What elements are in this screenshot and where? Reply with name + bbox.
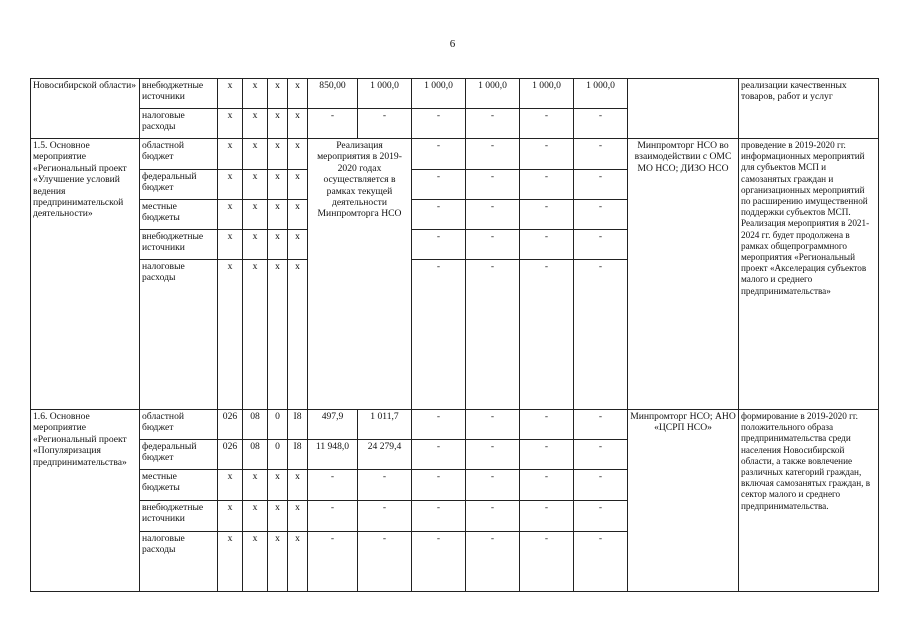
source-label: областной бюджет: [140, 139, 218, 170]
value-cell: -: [520, 230, 574, 260]
value-cell: -: [466, 139, 520, 170]
measure-name: Новосибирской области»: [31, 79, 140, 139]
code-cell: x: [268, 200, 288, 230]
value-cell: -: [466, 260, 520, 410]
code-cell: 0: [268, 410, 288, 440]
value-cell: -: [412, 230, 466, 260]
value-cell: -: [412, 170, 466, 200]
value-cell: 1 000,0: [520, 79, 574, 109]
value-cell: -: [520, 170, 574, 200]
code-cell: 026: [218, 410, 243, 440]
source-label: областной бюджет: [140, 410, 218, 440]
value-cell: -: [466, 532, 520, 592]
code-cell: x: [243, 260, 268, 410]
code-cell: x: [243, 139, 268, 170]
value-cell: 11 948,0: [308, 440, 358, 470]
value-cell: -: [412, 532, 466, 592]
source-label: федеральный бюджет: [140, 170, 218, 200]
code-cell: x: [268, 109, 288, 139]
code-cell: x: [218, 230, 243, 260]
code-cell: x: [218, 200, 243, 230]
value-cell: -: [574, 410, 628, 440]
code-cell: x: [243, 109, 268, 139]
source-label: внебюджетные источники: [140, 230, 218, 260]
value-cell: -: [520, 470, 574, 501]
result-cell: формирование в 2019-2020 гг. положительного образа предпринимательства среди населения Новосибирской области, а также вовлечение различных категорий граждан, включая самозанятых граждан, в сектор малого и среднего предпринимательства.: [739, 410, 879, 592]
value-cell: -: [520, 440, 574, 470]
value-cell: -: [574, 532, 628, 592]
code-cell: x: [243, 532, 268, 592]
value-cell: -: [412, 139, 466, 170]
code-cell: x: [218, 470, 243, 501]
value-cell: -: [412, 440, 466, 470]
code-cell: x: [218, 260, 243, 410]
note-cell: Реализация мероприятия в 2019-2020 годах осуществляется в рамках текущей деятельности Минпромторга НСО: [308, 139, 412, 410]
code-cell: x: [243, 470, 268, 501]
value-cell: -: [412, 260, 466, 410]
code-cell: x: [218, 532, 243, 592]
responsible-cell: [628, 79, 739, 139]
result-cell: проведение в 2019-2020 гг. информационных мероприятий для субъектов МСП и самозанятых граждан и организационных мероприятий по расширению имущественной поддержки субъектов МСП. Реализация мероприятия в 2021-2024 гг. будет продолжена в рамках общепрограммного мероприятия «Региональный проект «Акселерация субъектов малого и среднего предпринимательства»: [739, 139, 879, 410]
code-cell: x: [243, 200, 268, 230]
table-row: [31, 139, 879, 170]
code-cell: 08: [243, 440, 268, 470]
code-cell: x: [268, 470, 288, 501]
value-cell: -: [466, 470, 520, 501]
responsible-cell: Минпромторг НСО во взаимодействии с ОМС МО НСО; ДИЗО НСО: [628, 139, 739, 410]
value-cell: -: [412, 109, 466, 139]
code-cell: x: [218, 79, 243, 109]
code-cell: x: [268, 139, 288, 170]
value-cell: 1 000,0: [412, 79, 466, 109]
code-cell: x: [288, 260, 308, 410]
page-number: 6: [449, 38, 456, 50]
value-cell: 850,00: [308, 79, 358, 109]
value-cell: -: [358, 109, 412, 139]
code-cell: x: [268, 501, 288, 532]
code-cell: I8: [288, 410, 308, 440]
code-cell: x: [268, 260, 288, 410]
value-cell: -: [520, 532, 574, 592]
code-cell: x: [243, 170, 268, 200]
measure-name: 1.6. Основное мероприятие «Региональный проект «Популяризация предпринимательства»: [31, 410, 140, 592]
value-cell: -: [358, 470, 412, 501]
value-cell: -: [574, 200, 628, 230]
table-row: [31, 79, 879, 109]
code-cell: I8: [288, 440, 308, 470]
code-cell: x: [243, 230, 268, 260]
value-cell: 1 000,0: [574, 79, 628, 109]
source-label: местные бюджеты: [140, 470, 218, 501]
value-cell: -: [308, 501, 358, 532]
value-cell: -: [308, 470, 358, 501]
value-cell: -: [574, 230, 628, 260]
value-cell: -: [358, 501, 412, 532]
value-cell: -: [466, 501, 520, 532]
code-cell: x: [288, 79, 308, 109]
value-cell: 24 279,4: [358, 440, 412, 470]
code-cell: x: [243, 79, 268, 109]
value-cell: -: [412, 501, 466, 532]
code-cell: x: [218, 170, 243, 200]
value-cell: -: [574, 470, 628, 501]
result-cell: реализации качественных товаров, работ и услуг: [739, 79, 879, 139]
measure-name: 1.5. Основное мероприятие «Региональный проект «Улучшение условий ведения предпринимательской деятельности»: [31, 139, 140, 410]
value-cell: -: [520, 260, 574, 410]
code-cell: 0: [268, 440, 288, 470]
value-cell: -: [520, 139, 574, 170]
program-table: [30, 78, 879, 592]
value-cell: -: [466, 109, 520, 139]
value-cell: -: [308, 532, 358, 592]
value-cell: -: [466, 410, 520, 440]
value-cell: -: [520, 410, 574, 440]
value-cell: -: [412, 410, 466, 440]
value-cell: -: [520, 200, 574, 230]
value-cell: -: [574, 501, 628, 532]
code-cell: x: [288, 501, 308, 532]
value-cell: -: [574, 260, 628, 410]
value-cell: -: [520, 501, 574, 532]
code-cell: 026: [218, 440, 243, 470]
value-cell: 1 000,0: [358, 79, 412, 109]
code-cell: x: [288, 109, 308, 139]
responsible-cell: Минпромторг НСО; АНО «ЦСРП НСО»: [628, 410, 739, 592]
source-label: местные бюджеты: [140, 200, 218, 230]
code-cell: x: [268, 79, 288, 109]
value-cell: -: [466, 200, 520, 230]
source-label: федеральный бюджет: [140, 440, 218, 470]
value-cell: -: [466, 440, 520, 470]
value-cell: 497,9: [308, 410, 358, 440]
code-cell: x: [218, 109, 243, 139]
value-cell: -: [466, 230, 520, 260]
value-cell: -: [412, 200, 466, 230]
source-label: налоговые расходы: [140, 109, 218, 139]
code-cell: x: [288, 139, 308, 170]
code-cell: x: [218, 501, 243, 532]
code-cell: x: [288, 532, 308, 592]
code-cell: x: [268, 170, 288, 200]
code-cell: x: [268, 230, 288, 260]
code-cell: 08: [243, 410, 268, 440]
value-cell: -: [466, 170, 520, 200]
value-cell: -: [358, 532, 412, 592]
value-cell: -: [574, 139, 628, 170]
value-cell: -: [574, 440, 628, 470]
code-cell: x: [288, 170, 308, 200]
code-cell: x: [288, 200, 308, 230]
source-label: налоговые расходы: [140, 260, 218, 410]
value-cell: -: [412, 470, 466, 501]
source-label: внебюджетные источники: [140, 501, 218, 532]
value-cell: 1 000,0: [466, 79, 520, 109]
value-cell: 1 011,7: [358, 410, 412, 440]
code-cell: x: [288, 470, 308, 501]
table-row: [31, 410, 879, 440]
code-cell: x: [288, 230, 308, 260]
value-cell: -: [574, 109, 628, 139]
source-label: внебюджетные источники: [140, 79, 218, 109]
value-cell: -: [520, 109, 574, 139]
code-cell: x: [243, 501, 268, 532]
value-cell: -: [308, 109, 358, 139]
source-label: налоговые расходы: [140, 532, 218, 592]
value-cell: -: [574, 170, 628, 200]
code-cell: x: [268, 532, 288, 592]
code-cell: x: [218, 139, 243, 170]
